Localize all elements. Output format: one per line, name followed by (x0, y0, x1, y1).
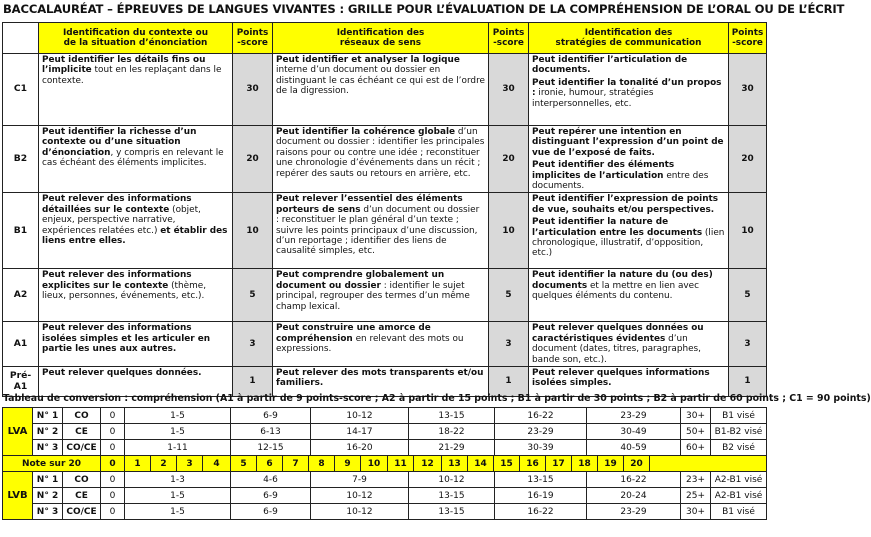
context-cell: Peut relever des informations détaillées sur le contexte (objet, enjeux, perspective narrative, expériences relatées etc.) et établir des liens entre elles. (39, 193, 233, 269)
score-range: 16-22 (495, 504, 587, 520)
level-cell: B2 (3, 126, 39, 193)
note-value: 0 (101, 456, 125, 471)
score-range: 4-6 (231, 472, 311, 488)
score-range: 6-9 (231, 408, 311, 424)
score-range: 14-17 (311, 424, 409, 440)
score-range: A2-B1 visé (711, 472, 767, 488)
score-range: 16-19 (495, 488, 587, 504)
points-cell: 3 (489, 322, 529, 367)
note-value: 19 (598, 456, 624, 471)
meaning-cell: Peut relever l’essentiel des éléments porteurs de sens d’un document ou dossier : reconstituer le plan général d’un texte ; suivre les points principaux d’une discussion, d’un reportage ; identifier des liens de causalité simples, etc. (273, 193, 489, 269)
lvb-label: LVB (3, 472, 33, 520)
notes-label: Note sur 20 (3, 456, 101, 472)
note-value: 4 (203, 456, 231, 471)
note-value: 15 (494, 456, 520, 471)
header-strategies: Identification des stratégies de communication (529, 23, 729, 54)
score-range: 30-39 (495, 440, 587, 456)
header-points-1: Points -score (233, 23, 273, 54)
lvb-row (3, 488, 767, 504)
note-value: 16 (520, 456, 546, 471)
level-cell: C1 (3, 54, 39, 126)
points-cell: 30 (489, 54, 529, 126)
points-cell: 10 (489, 193, 529, 269)
subject-type: CO (63, 408, 101, 424)
note-value: 12 (414, 456, 442, 471)
notes-values (101, 456, 767, 472)
strategy-cell: Peut identifier l’expression de points de vue, souhaits et/ou perspectives. Peut identifier la nature de l’articulation entre les documents (lien chronologique, illustratif, d’opposition, etc.) (529, 193, 729, 269)
score-range: 23-29 (495, 424, 587, 440)
points-cell: 5 (233, 269, 273, 322)
score-range: 13-15 (409, 504, 495, 520)
score-range: 10-12 (311, 488, 409, 504)
strategy-cell: Peut identifier l’articulation de documents. Peut identifier la tonalité d’un propos : ironie, humour, stratégies interpersonnelles, etc. (529, 54, 729, 126)
points-cell: 10 (233, 193, 273, 269)
score-range: 6-9 (231, 504, 311, 520)
lva-row (3, 440, 767, 456)
corner-cell (3, 23, 39, 54)
score-range: 23+ (681, 472, 711, 488)
points-cell: 1 (729, 367, 767, 397)
subject-number: N° 2 (33, 424, 63, 440)
grid-row (3, 193, 767, 269)
score-range: 23-29 (587, 408, 681, 424)
score-range: 1-3 (125, 472, 231, 488)
score-range: 6-13 (231, 424, 311, 440)
header-meaning: Identification des réseaux de sens (273, 23, 489, 54)
subject-type: CO (63, 472, 101, 488)
evaluation-grid (2, 22, 767, 397)
note-value: 5 (231, 456, 257, 471)
conversion-body (3, 408, 767, 520)
points-cell: 1 (489, 367, 529, 397)
notes-row (3, 456, 767, 472)
note-value: 14 (468, 456, 494, 471)
points-cell: 3 (729, 322, 767, 367)
points-cell: 1 (233, 367, 273, 397)
page-title: BACCALAURÉAT – ÉPREUVES DE LANGUES VIVANTES : GRILLE POUR L’ÉVALUATION DE LA COMPRÉHENSION DE L’ORAL OU DE L’ÉCRIT (3, 2, 845, 16)
strategy-cell: Peut repérer une intention en distinguant l’expression d’un point de vue de l’exposé de faits. Peut identifier des éléments implicites de l’articulation entre des documents. (529, 126, 729, 193)
score-range: 25+ (681, 488, 711, 504)
subject-type: CO/CE (63, 504, 101, 520)
meaning-cell: Peut construire une amorce de compréhension en relevant des mots ou expressions. (273, 322, 489, 367)
score-range: B2 visé (711, 440, 767, 456)
score-range: 30-49 (587, 424, 681, 440)
note-value: 17 (546, 456, 572, 471)
lva-label: LVA (3, 408, 33, 456)
grid-row (3, 322, 767, 367)
subject-type: CO/CE (63, 440, 101, 456)
score-range: 18-22 (409, 424, 495, 440)
strategy-cell: Peut relever quelques informations isolées simples. (529, 367, 729, 397)
score-range: 1-5 (125, 424, 231, 440)
score-range: 23-29 (587, 504, 681, 520)
note-value: 10 (361, 456, 388, 471)
score-range: 1-5 (125, 504, 231, 520)
subject-number: N° 3 (33, 504, 63, 520)
score-range: B1 visé (711, 408, 767, 424)
meaning-cell: Peut relever des mots transparents et/ou familiers. (273, 367, 489, 397)
score-range: 1-11 (125, 440, 231, 456)
notes-scale (101, 456, 766, 471)
context-cell: Peut relever des informations explicites sur le contexte (thème, lieux, personnes, événements, etc.). (39, 269, 233, 322)
score-range: 16-22 (495, 408, 587, 424)
score-range: 16-20 (311, 440, 409, 456)
grid-body (3, 54, 767, 397)
points-cell: 30 (233, 54, 273, 126)
note-value: 18 (572, 456, 598, 471)
level-cell: A2 (3, 269, 39, 322)
note-value: 11 (388, 456, 414, 471)
level-cell: A1 (3, 322, 39, 367)
subject-number: N° 1 (33, 472, 63, 488)
note-value: 1 (125, 456, 151, 471)
score-range: 20-24 (587, 488, 681, 504)
points-cell: 3 (233, 322, 273, 367)
subject-number: N° 1 (33, 408, 63, 424)
strategy-cell: Peut relever quelques données ou caractéristiques évidentes d’un document (dates, titres, paragraphes, bande son, etc.). (529, 322, 729, 367)
note-value: 7 (283, 456, 309, 471)
grid-row (3, 54, 767, 126)
lvb-row (3, 504, 767, 520)
note-value: 6 (257, 456, 283, 471)
context-cell: Peut identifier la richesse d’un contexte ou d’une situation d’énonciation, y compris en relevant le cas échéant des éléments implicites. (39, 126, 233, 193)
note-value: 20 (624, 456, 650, 471)
score-range: A2-B1 visé (711, 488, 767, 504)
header-context: Identification du contexte ou de la situation d’énonciation (39, 23, 233, 54)
points-cell: 30 (729, 54, 767, 126)
score-range: 50+ (681, 424, 711, 440)
lva-row (3, 424, 767, 440)
note-value: 2 (151, 456, 177, 471)
note-value: 13 (442, 456, 468, 471)
meaning-cell: Peut comprendre globalement un document ou dossier : identifier le sujet principal, regrouper des termes d’un même champ lexical. (273, 269, 489, 322)
points-cell: 10 (729, 193, 767, 269)
score-range: 13-15 (409, 488, 495, 504)
score-range: 7-9 (311, 472, 409, 488)
header-points-3: Points -score (729, 23, 767, 54)
score-range: B1-B2 visé (711, 424, 767, 440)
note-value: 9 (335, 456, 361, 471)
score-range: 12-15 (231, 440, 311, 456)
note-value: 8 (309, 456, 335, 471)
score-range: 0 (101, 408, 125, 424)
subject-type: CE (63, 488, 101, 504)
points-cell: 20 (729, 126, 767, 193)
score-range: 10-12 (311, 408, 409, 424)
conversion-title: Tableau de conversion : compréhension (A1 à partir de 9 points-score ; A2 à partir de 15 points ; B1 à partir de 30 points ; B2 à partir de 60 points ; C1 = 90 points) (3, 393, 871, 404)
score-range: 16-22 (587, 472, 681, 488)
score-range: 21-29 (409, 440, 495, 456)
points-cell: 20 (233, 126, 273, 193)
notes-filler (650, 456, 766, 471)
score-range: 0 (101, 424, 125, 440)
score-range: 30+ (681, 504, 711, 520)
lvb-row (3, 472, 767, 488)
context-cell: Peut relever des informations isolées simples et les articuler en partie les unes aux autres. (39, 322, 233, 367)
level-cell: Pré- A1 (3, 367, 39, 397)
conversion-table (2, 407, 767, 520)
score-range: 30+ (681, 408, 711, 424)
score-range: 0 (101, 472, 125, 488)
score-range: 10-12 (311, 504, 409, 520)
score-range: 1-5 (125, 488, 231, 504)
context-cell: Peut identifier les détails fins ou l’implicite tout en les replaçant dans le contexte. (39, 54, 233, 126)
subject-number: N° 2 (33, 488, 63, 504)
score-range: 0 (101, 488, 125, 504)
grid-row (3, 269, 767, 322)
meaning-cell: Peut identifier et analyser la logique interne d’un document ou dossier en distinguant le cas échéant ce qui est de l’ordre de la digression. (273, 54, 489, 126)
score-range: 0 (101, 440, 125, 456)
strategy-cell: Peut identifier la nature du (ou des) documents et la mettre en lien avec quelques éléments du contenu. (529, 269, 729, 322)
score-range: 40-59 (587, 440, 681, 456)
context-cell: Peut relever quelques données. (39, 367, 233, 397)
score-range: 6-9 (231, 488, 311, 504)
score-range: 0 (101, 504, 125, 520)
subject-type: CE (63, 424, 101, 440)
points-cell: 5 (729, 269, 767, 322)
score-range: 1-5 (125, 408, 231, 424)
score-range: B1 visé (711, 504, 767, 520)
note-value: 3 (177, 456, 203, 471)
meaning-cell: Peut identifier la cohérence globale d’un document ou dossier : identifier les principales raisons pour ou contre une idée ; reconstituer une chronologie d’événements dans un récit ; repérer des sauts ou retours en arrière, etc. (273, 126, 489, 193)
points-cell: 5 (489, 269, 529, 322)
score-range: 10-12 (409, 472, 495, 488)
subject-number: N° 3 (33, 440, 63, 456)
level-cell: B1 (3, 193, 39, 269)
header-points-2: Points -score (489, 23, 529, 54)
points-cell: 20 (489, 126, 529, 193)
score-range: 13-15 (409, 408, 495, 424)
lva-row (3, 408, 767, 424)
score-range: 13-15 (495, 472, 587, 488)
grid-row (3, 126, 767, 193)
score-range: 60+ (681, 440, 711, 456)
